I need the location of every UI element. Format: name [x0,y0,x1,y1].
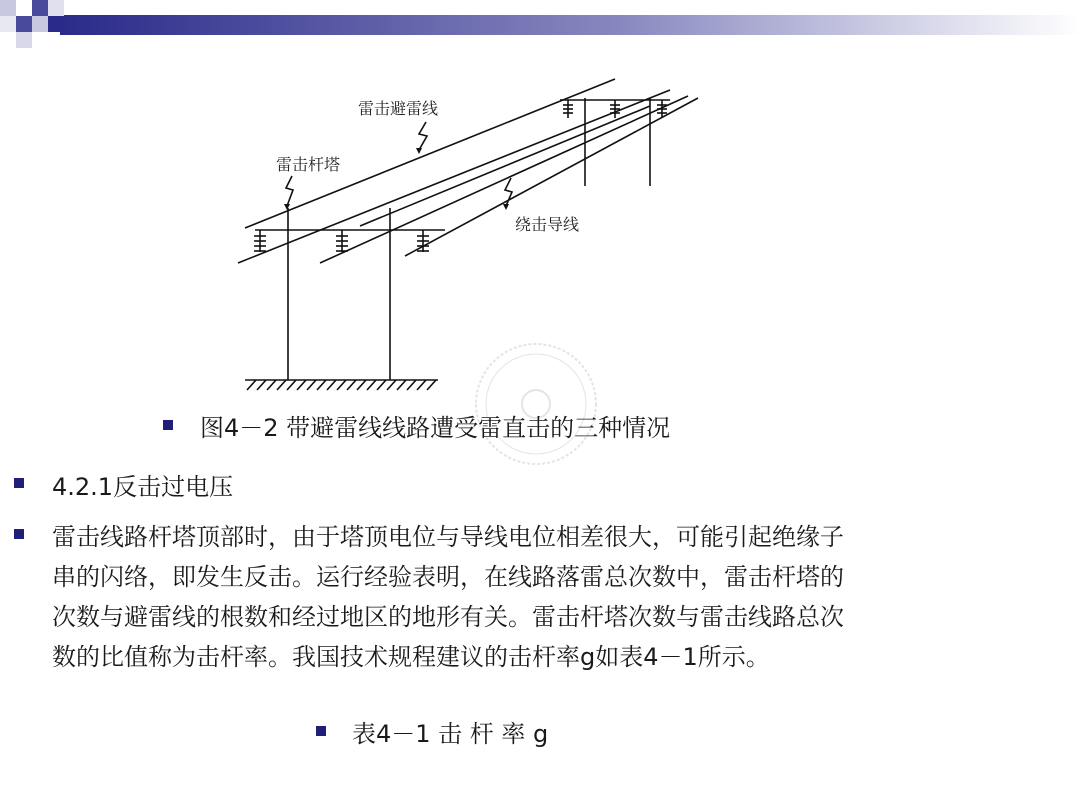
label-shielding-failure: 绕击导线 [515,215,580,234]
bullet-icon [14,478,24,488]
lightning-bolt-icon [419,122,427,150]
paragraph-line: 数的比值称为击杆率。我国技术规程建议的击杆率g如表4－1所示。 [52,643,770,671]
insulator-1 [254,230,266,252]
lightning-bolt-icon [286,176,293,206]
table-caption: 表4－1 击 杆 率 g [352,720,549,748]
bullet-icon [163,420,173,430]
label-tower-strike: 雷击杆塔 [276,155,341,174]
header-decoration-band [0,0,1080,50]
paragraph-line: 串的闪络，即发生反击。运行经验表明，在线路落雷总次数中，雷击杆塔的 [52,563,844,591]
insulator-4 [563,100,573,118]
conductor-line-1 [238,90,670,263]
section-heading: 4.2.1反击过电压 [52,473,234,501]
bullet-icon [14,529,24,539]
paragraph-line: 次数与避雷线的根数和经过地区的地形有关。雷击杆塔次数与雷击线路总次 [52,603,844,631]
body-paragraph [52,517,1052,677]
figure-caption: 图4－2 带避雷线线路遭受雷直击的三种情况 [200,414,671,442]
paragraph-line: 雷击线路杆塔顶部时，由于塔顶电位与导线电位相差很大，可能引起绝缘子 [52,523,844,551]
conductor-line-2 [320,96,688,263]
label-shield-wire-strike: 雷击避雷线 [358,99,439,118]
bullet-icon [316,726,326,736]
insulator-5 [610,100,620,118]
watermark-stamp-icon [472,340,600,468]
ground-hatching [247,380,436,390]
insulator-2 [336,230,348,252]
lightning-strike-diagram [230,68,710,398]
